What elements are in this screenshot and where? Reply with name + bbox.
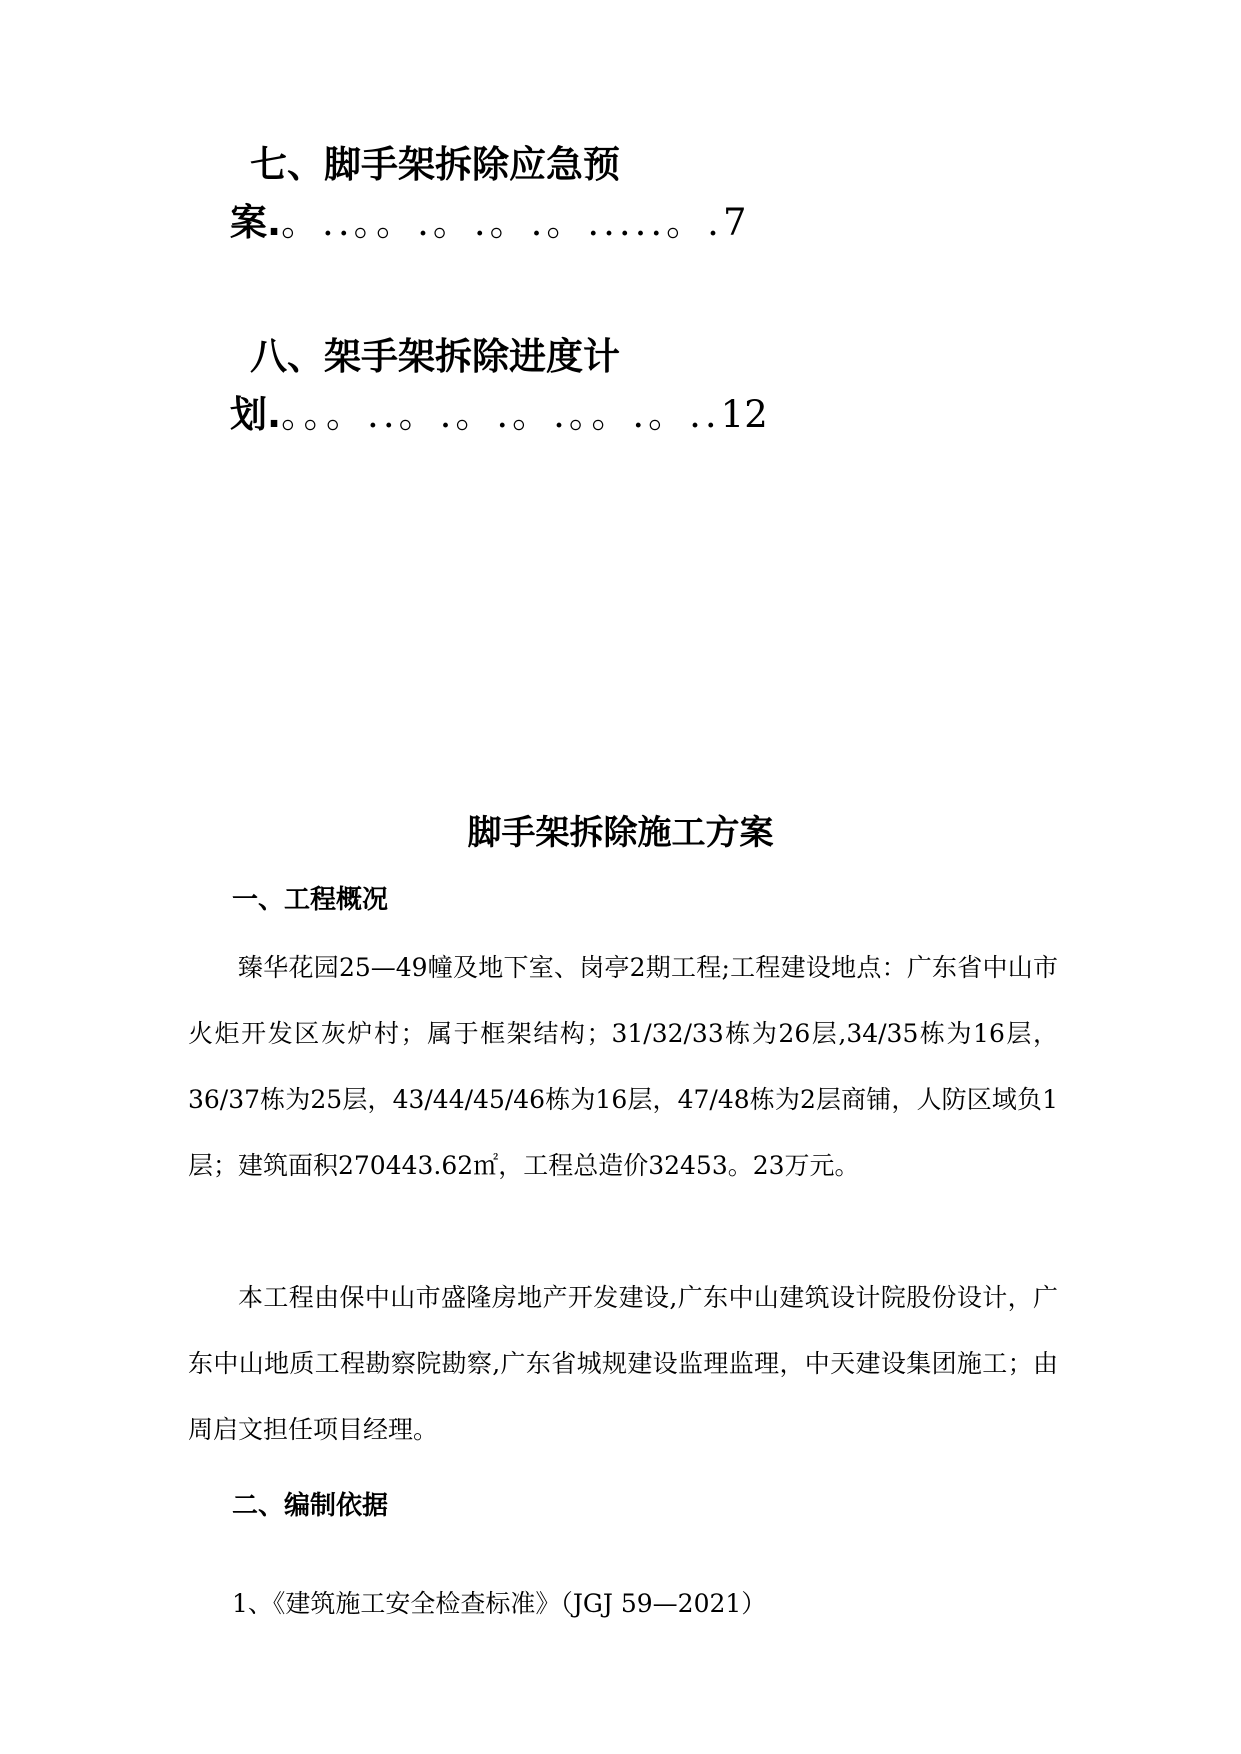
toc-entry-7-leader <box>230 198 746 248</box>
overview-paragraph-1: 臻华花园25—49幢及地下室、岗亭2期工程;工程建设地点：广东省中山市火炬开发区灰炉村；属于框架结构；31/32/33栋为26层,34/35栋为16层，36/37栋为25层，43/44/45/46栋为16层，47/48栋为2层商铺，人防区域负1层；建筑面积270443.62㎡，工程总造价32453。23万元。 <box>188 953 1058 1180</box>
toc-entry-7-lead: 案. <box>230 201 282 244</box>
toc-entry-8-page: 12 <box>720 393 768 436</box>
overview-paragraph-2: 本工程由保中山市盛隆房地产开发建设,广东中山建筑设计院股份设计，广东中山地质工程勘察院勘察,广东省城规建设监理监理，中天建设集团施工；由周启文担任项目经理。 <box>188 1283 1058 1444</box>
section-heading-basis: 二、编制依据 <box>232 1491 389 1521</box>
section-heading-overview: 一、工程概况 <box>232 885 389 915</box>
toc-entry-7-dots: 。..。。.。.。.。.....。. <box>281 201 723 244</box>
toc-entry-7-title: 七、脚手架拆除应急预 <box>250 143 620 186</box>
toc-entry-8-lead: 划. <box>230 393 282 436</box>
toc-entry-8-dots: 。。。..。.。.。.。。.。.. <box>281 393 721 436</box>
document-title: 脚手架拆除施工方案 <box>467 813 774 853</box>
toc-entry-8-leader <box>230 390 768 440</box>
toc-entry-8-title: 八、架手架拆除进度计 <box>250 335 620 378</box>
basis-item-1: 1、《建筑施工安全检查标准》（JGJ 59—2021） <box>232 1589 767 1618</box>
toc-entry-7-page: 7 <box>722 201 747 244</box>
